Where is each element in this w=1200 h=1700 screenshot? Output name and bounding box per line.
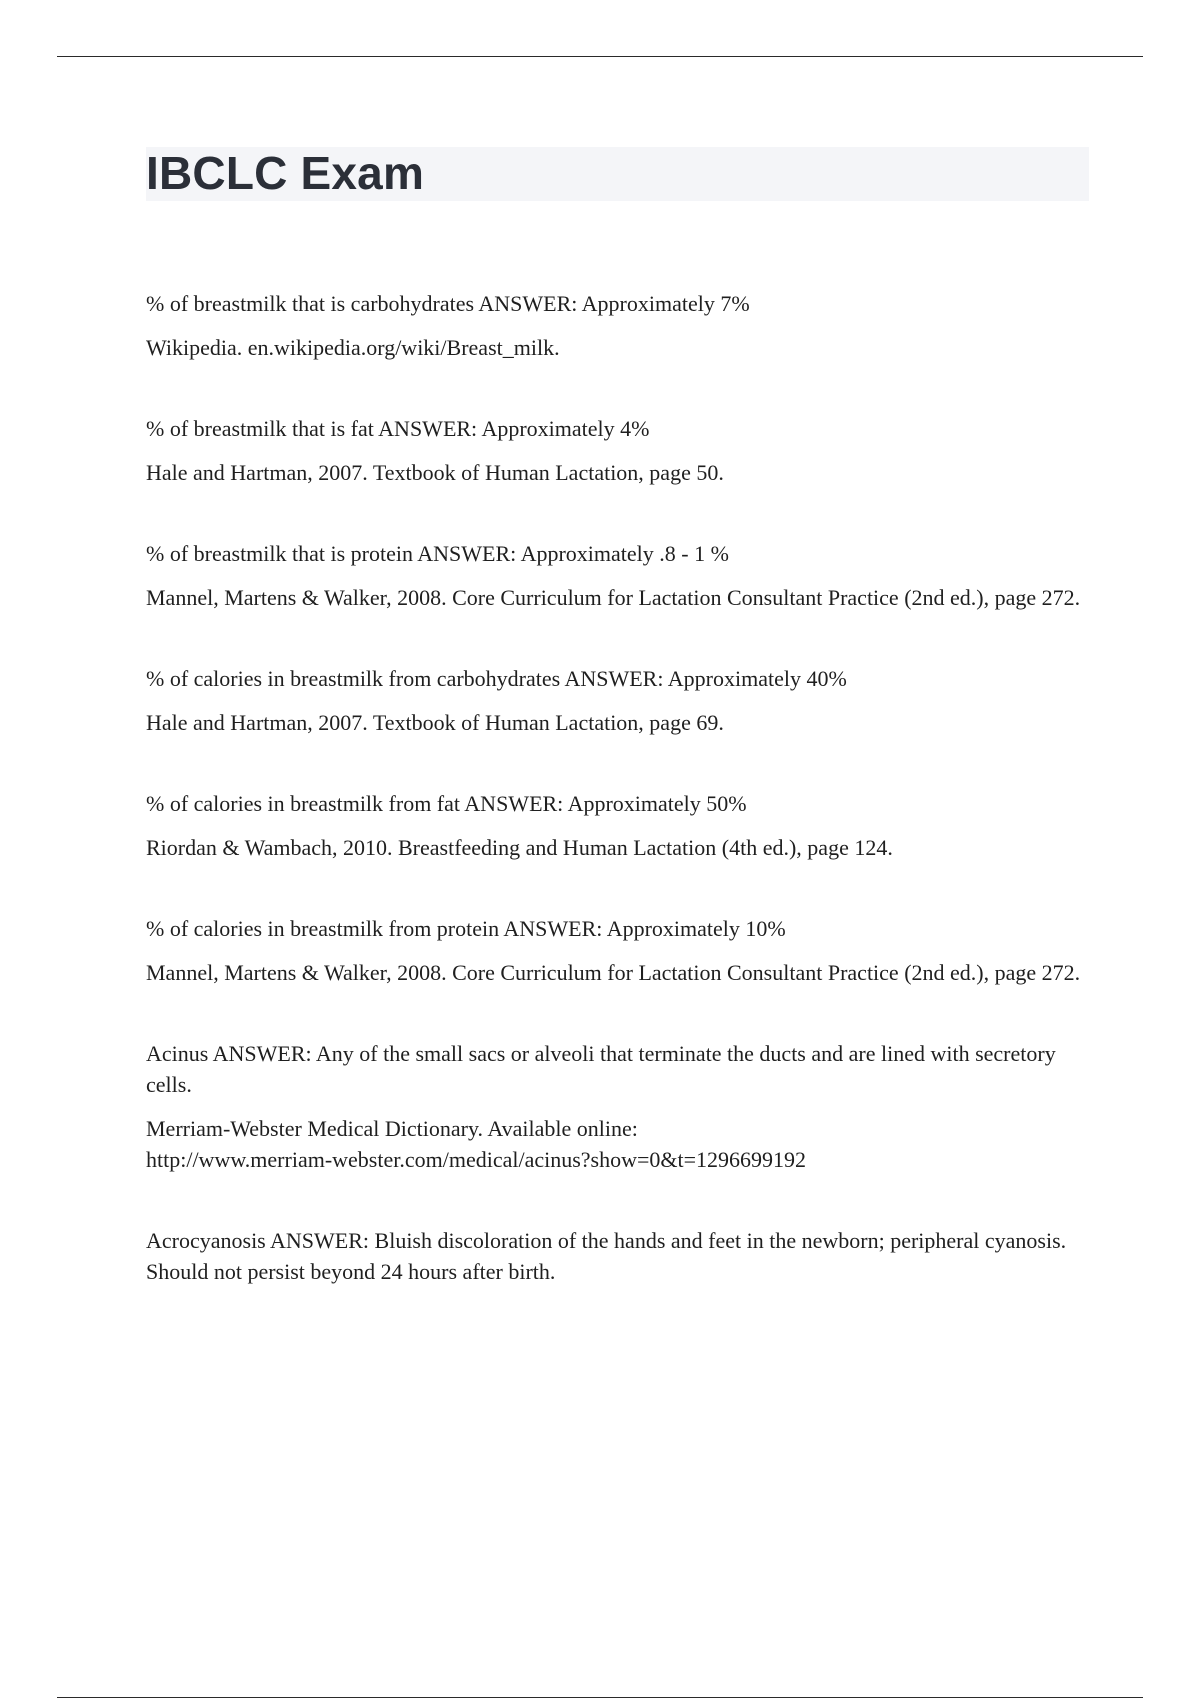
question-answer: % of calories in breastmilk from fat ANSWER: Approximately 50% — [146, 791, 747, 816]
question-answer: % of breastmilk that is fat ANSWER: Approximately 4% — [146, 416, 650, 441]
reference: Wikipedia. en.wikipedia.org/wiki/Breast_milk. — [146, 335, 560, 360]
reference: Hale and Hartman, 2007. Textbook of Human Lactation, page 69. — [146, 710, 724, 735]
question-answer: % of breastmilk that is carbohydrates ANSWER: Approximately 7% — [146, 291, 750, 316]
reference: Hale and Hartman, 2007. Textbook of Human Lactation, page 50. — [146, 460, 724, 485]
entry-calories-carbohydrates — [146, 663, 1091, 738]
entry-acinus — [146, 1038, 1091, 1175]
reference: Mannel, Martens & Walker, 2008. Core Curriculum for Lactation Consultant Practice (2nd ed.), page 272. — [146, 960, 1081, 985]
entry-protein — [146, 538, 1091, 613]
reference — [146, 1113, 1091, 1175]
reference: Riordan & Wambach, 2010. Breastfeeding and Human Lactation (4th ed.), page 124. — [146, 835, 893, 860]
question-answer: Acinus ANSWER: Any of the small sacs or alveoli that terminate the ducts and are lined with secretory cells. — [146, 1041, 1056, 1097]
entry-fat — [146, 413, 1091, 488]
question-answer: % of calories in breastmilk from carbohydrates ANSWER: Approximately 40% — [146, 666, 847, 691]
entry-list — [146, 288, 1091, 1337]
question-answer: % of breastmilk that is protein ANSWER: Approximately .8 - 1 % — [146, 541, 729, 566]
question-answer: Acrocyanosis ANSWER: Bluish discoloration of the hands and feet in the newborn; peripheral cyanosis. Should not persist beyond 24 hours after birth. — [146, 1228, 1067, 1284]
reference-text: Merriam-Webster Medical Dictionary. Available online: — [146, 1116, 638, 1141]
entry-calories-protein — [146, 913, 1091, 988]
reference-url: http://www.merriam-webster.com/medical/acinus?show=0&t=1296699192 — [146, 1147, 807, 1172]
page-title: IBCLC Exam — [146, 147, 425, 199]
bottom-rule — [57, 1697, 1143, 1698]
top-rule — [57, 56, 1143, 57]
entry-acrocyanosis — [146, 1225, 1091, 1287]
entry-calories-fat — [146, 788, 1091, 863]
entry-carbohydrates — [146, 288, 1091, 363]
question-answer: % of calories in breastmilk from protein ANSWER: Approximately 10% — [146, 916, 786, 941]
reference: Mannel, Martens & Walker, 2008. Core Curriculum for Lactation Consultant Practice (2nd ed.), page 272. — [146, 585, 1081, 610]
